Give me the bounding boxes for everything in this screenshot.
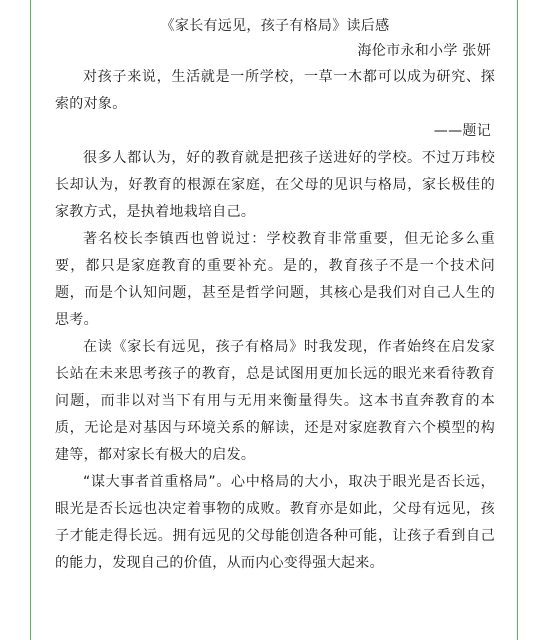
article-author: 海伦市永和小学 张妍 [357, 43, 491, 59]
paragraph-3: 在读《家长有远见，孩子有格局》时我发现，作者始终在启发家长站在未来思考孩子的教育，总是试图用更加长远的眼光来看待教育问题，而非以对当下有用与无用来衡量得失。这本书直奔教育的本质，无论是对基因与环境关系的解读，还是对家庭教育六个模型的构建等，都对家长有极大的启发。 [55, 339, 495, 463]
paragraph-4: “谋大事者首重格局”。心中格局的大小，取决于眼光是否长远，眼光是否长远也决定着事物的成败。教育亦是如此，父母有远见，孩子才能走得长远。拥有远见的父母能创造各种可能，让孩子看到自己的能力，发现自己的价值，从而内心变得强大起来。 [55, 474, 495, 571]
article-body [55, 14, 495, 577]
paragraph-2: 著名校长李镇西也曾说过：学校教育非常重要，但无论多么重要，都只是家庭教育的重要补充。是的，教育孩子不是一个技术问题，而是个认知问题，甚至是哲学问题，其核心是我们对自己人生的思考。 [55, 231, 495, 328]
epigraph-sign: ——题记 [433, 123, 491, 139]
article-title: 《家长有远见，孩子有格局》读后感 [160, 18, 390, 34]
paragraph-1: 很多人都认为，好的教育就是把孩子送进好的学校。不过万玮校长却认为，好教育的根源在家庭，在父母的见识与格局，家长极佳的家教方式，是执着地栽培自己。 [55, 150, 495, 220]
epigraph: 对孩子来说，生活就是一所学校，一草一木都可以成为研究、探索的对象。 [55, 69, 495, 112]
